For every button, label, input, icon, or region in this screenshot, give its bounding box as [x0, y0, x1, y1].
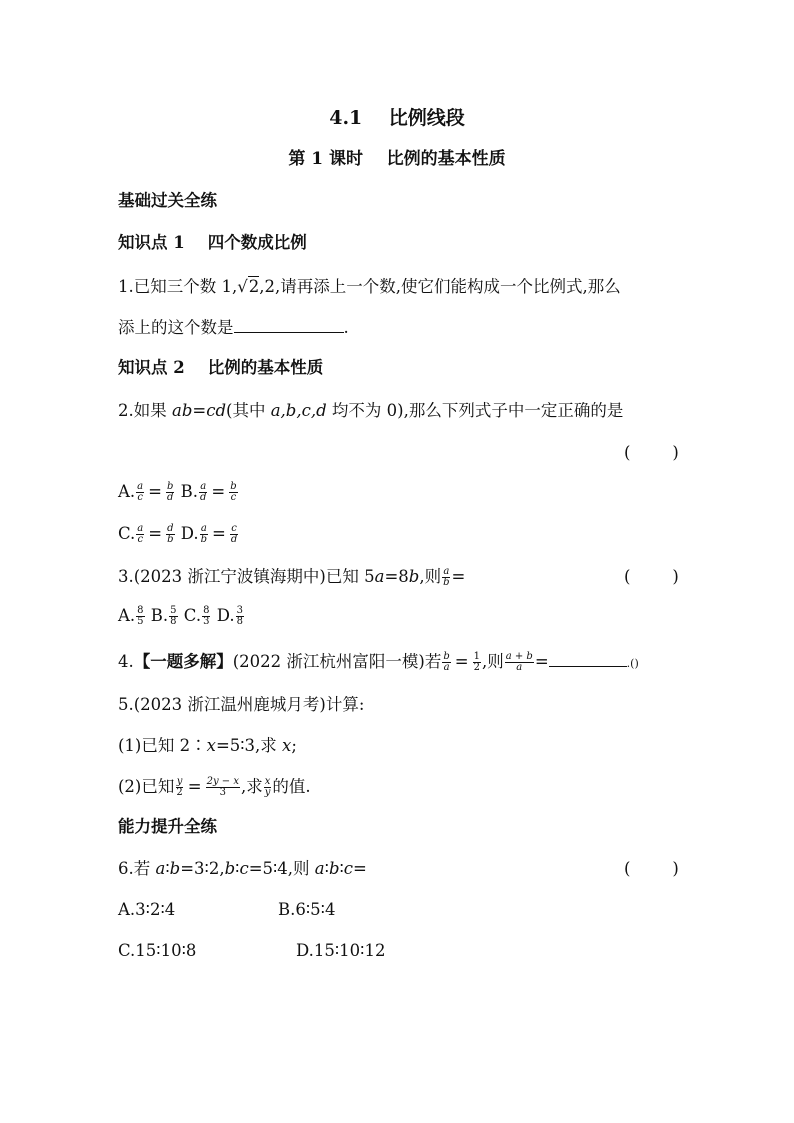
kp-text: 比例的基本性质 — [207, 358, 324, 377]
tag-label: 【一题多解】 — [133, 652, 233, 671]
question-5-part1: (1)已知 2∶x=5∶3,求 x; — [118, 736, 297, 755]
fraction: $\frac{d}{b}$ — [167, 523, 174, 545]
fraction: $\frac{b}{c}$ — [230, 481, 237, 503]
kp-text: 四个数成比例 — [207, 233, 307, 252]
q2-suffix: 均不为 0),那么下列式子中一定正确的是 — [326, 401, 624, 420]
fraction: $\frac{5}{8}$ — [170, 605, 177, 627]
answer-paren[interactable]: ( ) — [624, 567, 679, 586]
fraction: $\frac{3}{8}$ — [236, 605, 243, 627]
option-a[interactable]: A.3∶2∶4 — [118, 900, 176, 919]
fraction: $\frac{a}{c}$ — [137, 481, 144, 503]
answer-blank[interactable] — [234, 316, 344, 333]
kp-label: 知识点 2 — [118, 358, 185, 377]
knowledge-point-2 — [118, 357, 323, 379]
option-c-label: C. — [183, 606, 202, 625]
fraction: $\frac{a}{c}$ — [137, 523, 144, 545]
option-a-label: A. — [118, 606, 136, 625]
q1-line2: 添上的这个数是 — [118, 318, 234, 337]
q2-prefix: 2.如果 — [118, 401, 172, 420]
q2-equation: ab=cd — [172, 401, 227, 420]
option-b[interactable]: B.6∶5∶4 — [278, 900, 336, 919]
option-d-label: D. — [180, 524, 199, 543]
question-1 — [118, 276, 621, 298]
sqrt-symbol: √2 — [237, 277, 260, 296]
option-d-label: D. — [216, 606, 235, 625]
fraction: $\frac{a + b}{a}$ — [505, 651, 533, 673]
q1-prefix: 1.已知三个数 1, — [118, 277, 238, 296]
answer-blank[interactable] — [549, 650, 627, 667]
q2-options-row2: C. $\frac{a}{c}$ = $\frac{d}{b}$ D. $\frac{a}{b}$ = $\frac{c}{d}$ — [118, 523, 238, 545]
fraction: $\frac{b}{a}$ — [443, 651, 450, 673]
q2-mid: (其中 — [226, 401, 271, 420]
fraction: $\frac{1}{2}$ — [473, 651, 480, 673]
fraction: $\frac{b}{d}$ — [166, 481, 174, 503]
section-heading: 能力提升全练 — [118, 817, 217, 836]
answer-paren[interactable]: ( ) — [624, 859, 679, 878]
question-5-part2: (2)已知 $\frac{y}{2}$ = $\frac{2y - x}{3}$ ,求 $\frac{x}{y}$ 的值. — [118, 776, 311, 798]
page-title — [0, 106, 794, 130]
sqrt-arg: 2 — [248, 277, 260, 296]
title-text: 比例线段 — [388, 107, 465, 129]
question-5: 5.(2023 浙江温州鹿城月考)计算: — [118, 695, 365, 714]
question-2 — [118, 400, 623, 422]
fraction: $\frac{2y - x}{3}$ — [206, 776, 239, 798]
page-subtitle — [0, 148, 794, 170]
option-b-label: B. — [150, 606, 169, 625]
fraction: $\frac{a}{b}$ — [443, 566, 450, 588]
q2-vars: a,b,c,d — [270, 401, 327, 420]
fraction: $\frac{y}{2}$ — [176, 776, 183, 798]
kp-label: 知识点 1 — [118, 233, 185, 252]
option-b-label: B. — [180, 482, 198, 501]
q1-end: . — [343, 318, 349, 337]
fraction: $\frac{a}{b}$ — [200, 523, 208, 545]
answer-paren[interactable]: ( ) — [624, 443, 679, 462]
q3-prefix: 3.(2023 浙江宁波镇海期中)已知 5 — [118, 567, 375, 586]
q2-options-row1: A. $\frac{a}{c}$ = $\frac{b}{d}$ B. $\frac{a}{d}$ = $\frac{b}{c}$ — [118, 481, 237, 503]
fraction: $\frac{x}{y}$ — [264, 776, 271, 798]
option-c[interactable]: C.15∶10∶8 — [118, 941, 197, 960]
title-number: 4.1 — [329, 107, 363, 129]
option-c-label: C. — [118, 524, 136, 543]
subtitle-text: 比例的基本性质 — [386, 149, 506, 169]
fraction: $\frac{8}{5}$ — [137, 605, 144, 627]
subtitle-lesson: 第 1 课时 — [288, 149, 363, 169]
fraction: $\frac{c}{d}$ — [230, 523, 238, 545]
option-d[interactable]: D.15∶10∶12 — [296, 941, 386, 960]
knowledge-point-1 — [118, 232, 307, 254]
question-1-line2 — [118, 316, 349, 339]
fraction: $\frac{a}{d}$ — [200, 481, 207, 503]
q3-options — [118, 605, 245, 627]
section-heading: 基础过关全练 — [118, 191, 217, 210]
question-4: 4.【一题多解】(2022 浙江杭州富阳一模)若 $\frac{b}{a}$ = $\frac{1}{2}$ ,则 $\frac{a + b}{a}$ = .() — [118, 651, 639, 673]
question-3: 3.(2023 浙江宁波镇海期中)已知 5a=8b,则 $\frac{a}{b}$ = — [118, 566, 466, 588]
q1-mid: ,2,请再添上一个数,使它们能构成一个比例式,那么 — [259, 277, 621, 296]
option-a-label: A. — [118, 482, 136, 501]
question-6: 6.若 a∶b=3∶2,b∶c=5∶4,则 a∶b∶c= — [118, 859, 367, 878]
fraction: $\frac{8}{3}$ — [203, 605, 210, 627]
